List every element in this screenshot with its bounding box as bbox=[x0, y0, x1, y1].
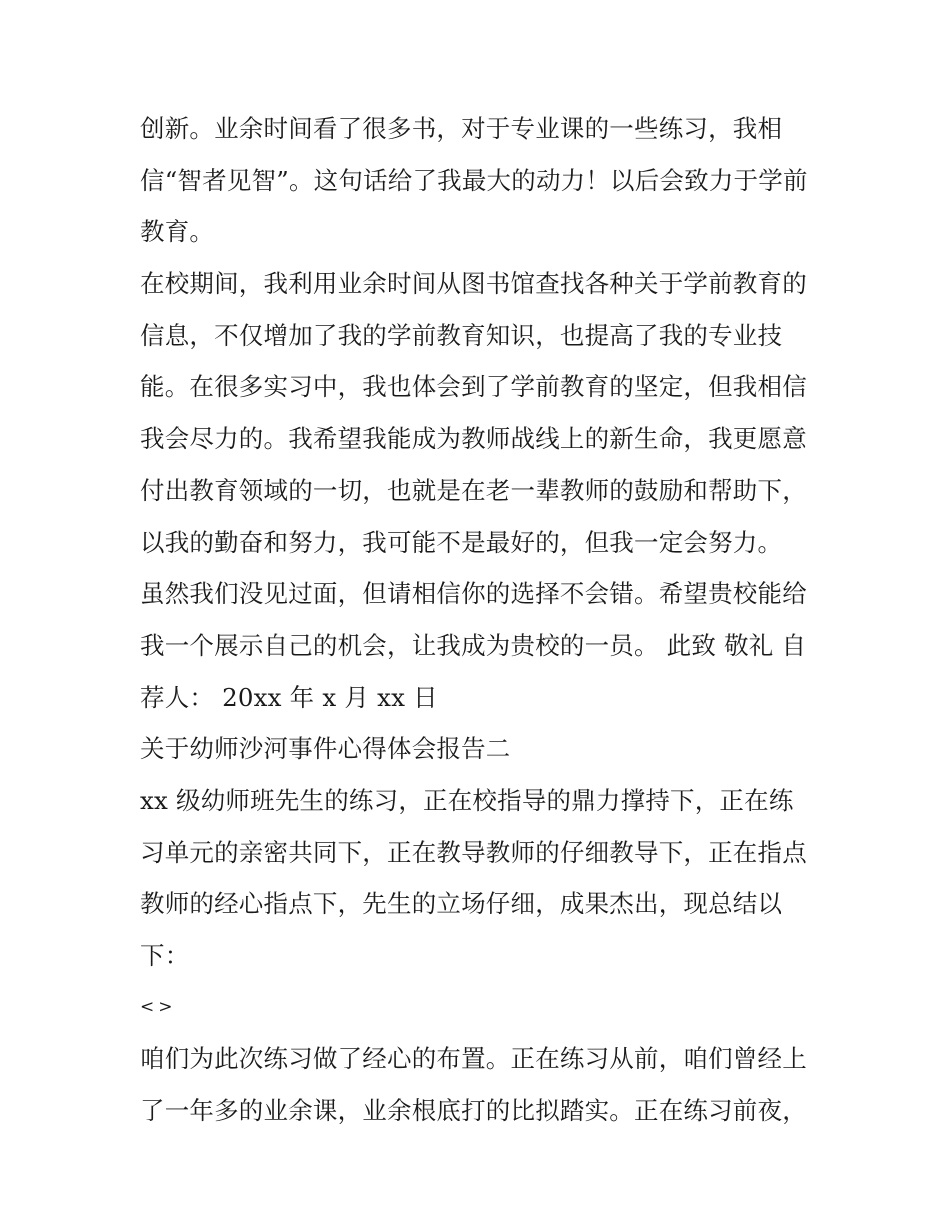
text-line: 虽然我们没见过面，但请相信你的选择不会错。希望贵校能给 bbox=[140, 579, 807, 609]
text-line: 荐人： 20xx 年 x 月 xx 日 bbox=[140, 682, 438, 712]
text-line: 能。在很多实习中，我也体会到了学前教育的坚定，但我相信 bbox=[140, 372, 807, 402]
text-line: 教师的经心指点下，先生的立场仔细，成果杰出，现总结以 bbox=[140, 889, 783, 919]
text-line: 我一个展示自己的机会，让我成为贵校的一员。 此致 敬礼 自 bbox=[140, 630, 807, 660]
text-line: 付出教育领域的一切，也就是在老一辈教师的鼓励和帮助下， bbox=[140, 475, 807, 505]
document-body bbox=[140, 103, 830, 1137]
text-line: 以我的勤奋和努力，我可能不是最好的，但我一定会努力。 bbox=[140, 527, 783, 557]
text-line: 咱们为此次练习做了经心的布置。正在练习从前，咱们曾经上 bbox=[140, 1044, 807, 1074]
text-line: 信“智者见智”。这句话给了我最大的动力！以后会致力于学前 bbox=[140, 165, 808, 195]
text-line: xx 级幼师班先生的练习，正在校指导的鼎力撑持下，正在练 bbox=[140, 785, 794, 815]
text-line: 习单元的亲密共同下，正在教导教师的仔细教导下，正在指点 bbox=[140, 837, 807, 867]
text-line: 教育。 bbox=[140, 217, 215, 247]
text-line: 下： bbox=[140, 941, 190, 970]
text-line: 在校期间，我利用业余时间从图书馆查找各种关于学前教育的 bbox=[140, 269, 807, 299]
text-line: 创新。业余时间看了很多书，对于专业课的一些练习，我相 bbox=[140, 114, 783, 143]
text-line: 我会尽力的。我希望我能成为教师战线上的新生命，我更愿意 bbox=[140, 424, 807, 454]
text-line: 信息，不仅增加了我的学前教育知识，也提高了我的专业技 bbox=[140, 320, 783, 350]
text-line: 了一年多的业余课，业余根底打的比拟踏实。正在练习前夜， bbox=[140, 1096, 807, 1126]
placeholder-marker: <> bbox=[140, 996, 177, 1017]
section-heading: 关于幼师沙河事件心得体会报告二 bbox=[140, 734, 511, 764]
